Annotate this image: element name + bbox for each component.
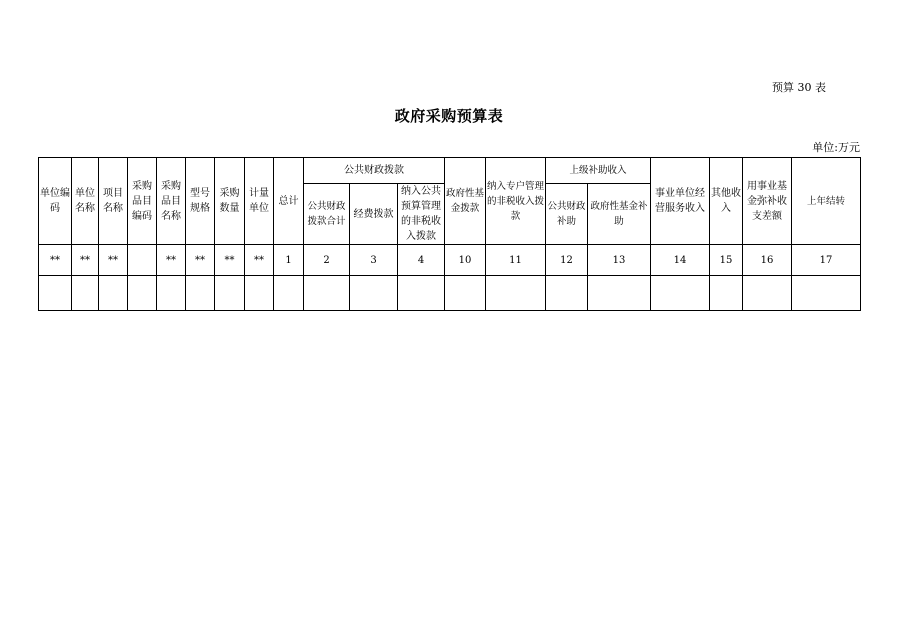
data-cell xyxy=(39,276,72,311)
index-cell: ** xyxy=(72,245,99,276)
data-cell xyxy=(398,276,445,311)
col-header-nontax-budget-funds: 纳入公共预算管理的非税收入拨款 xyxy=(398,184,445,245)
col-header-fund-balance-supplement: 用事业基金弥补收支差额 xyxy=(743,158,792,245)
index-cell: 16 xyxy=(743,245,792,276)
col-header-last-year-carryover: 上年结转 xyxy=(792,158,861,245)
col-header-public-fiscal-subsidy: 公共财政补助 xyxy=(546,184,588,245)
data-cell xyxy=(245,276,274,311)
procurement-budget-table xyxy=(38,157,861,311)
col-header-measure-unit: 计量单位 xyxy=(245,158,274,245)
group-header-public-fiscal: 公共财政拨款 xyxy=(304,158,445,184)
col-header-purchase-qty: 采购数量 xyxy=(215,158,245,245)
col-header-operating-funds: 经费拨款 xyxy=(350,184,398,245)
table-number: 预算 30 表 xyxy=(772,81,826,94)
data-cell xyxy=(186,276,215,311)
page-title: 政府采购预算表 xyxy=(394,107,504,125)
data-cell xyxy=(128,276,157,311)
index-cell: 15 xyxy=(710,245,743,276)
col-header-special-nontax-funds: 纳入专户管理的非税收入拨款 xyxy=(486,158,546,245)
header-row-1 xyxy=(39,158,861,184)
index-cell: 1 xyxy=(274,245,304,276)
index-cell xyxy=(128,245,157,276)
data-cell xyxy=(710,276,743,311)
index-cell: ** xyxy=(245,245,274,276)
index-cell: 4 xyxy=(398,245,445,276)
index-cell: ** xyxy=(215,245,245,276)
col-header-total: 总计 xyxy=(274,158,304,245)
data-cell xyxy=(651,276,710,311)
index-cell: ** xyxy=(157,245,186,276)
index-row xyxy=(39,245,861,276)
index-cell: 13 xyxy=(588,245,651,276)
col-header-project-name: 项目名称 xyxy=(99,158,128,245)
data-cell xyxy=(743,276,792,311)
data-cell xyxy=(546,276,588,311)
index-cell: 11 xyxy=(486,245,546,276)
index-cell: ** xyxy=(39,245,72,276)
data-cell xyxy=(157,276,186,311)
unit-label: 单位:万元 xyxy=(812,141,860,154)
col-header-purchase-item-name: 采购品目名称 xyxy=(157,158,186,245)
data-cell xyxy=(445,276,486,311)
data-cell xyxy=(99,276,128,311)
index-cell: 3 xyxy=(350,245,398,276)
data-cell xyxy=(486,276,546,311)
col-header-gov-fund-funds: 政府性基金拨款 xyxy=(445,158,486,245)
index-cell: 10 xyxy=(445,245,486,276)
col-header-unit-name: 单位名称 xyxy=(72,158,99,245)
data-cell xyxy=(274,276,304,311)
data-cell xyxy=(792,276,861,311)
group-header-superior-subsidy: 上级补助收入 xyxy=(546,158,651,184)
data-row xyxy=(39,276,861,311)
data-cell xyxy=(215,276,245,311)
index-cell: ** xyxy=(99,245,128,276)
col-header-public-fiscal-total: 公共财政拨款合计 xyxy=(304,184,350,245)
col-header-purchase-item-code: 采购品目编码 xyxy=(128,158,157,245)
col-header-gov-fund-subsidy: 政府性基金补助 xyxy=(588,184,651,245)
data-cell xyxy=(588,276,651,311)
data-cell xyxy=(304,276,350,311)
index-cell: 12 xyxy=(546,245,588,276)
data-cell xyxy=(350,276,398,311)
col-header-unit-code: 单位编码 xyxy=(39,158,72,245)
index-cell: 2 xyxy=(304,245,350,276)
col-header-other-income: 其他收入 xyxy=(710,158,743,245)
data-cell xyxy=(72,276,99,311)
index-cell: 14 xyxy=(651,245,710,276)
index-cell: 17 xyxy=(792,245,861,276)
index-cell: ** xyxy=(186,245,215,276)
col-header-business-service-income: 事业单位经营服务收入 xyxy=(651,158,710,245)
col-header-model-spec: 型号规格 xyxy=(186,158,215,245)
